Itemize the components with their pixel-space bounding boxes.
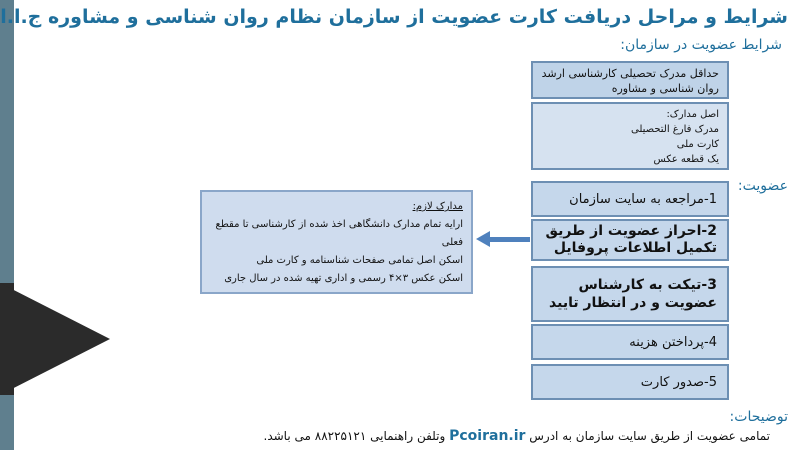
footer-note [264,428,771,444]
step-label: 2-احراز عضویت از طریق تکمیل اطلاعات پروفایل [545,223,717,256]
requirement-box [531,61,729,99]
page-title: شرایط و مراحل دریافت کارت عضویت از سازمان نظام روان شناسی و مشاوره ج.ا.ا [0,6,788,28]
step-label: 5-صدور کارت [640,374,717,390]
notes-heading: توضیحات: [729,409,788,425]
step-label: 4-پرداختن هزینه [629,334,717,350]
requirement-line: روان شناسی و مشاوره [611,82,719,95]
required-docs-box [200,190,473,294]
documents-line: مدرک فارغ التحصیلی [631,124,719,135]
step-label: 3-تیکت به کارشناس عضویت و در انتظار تایید [549,277,717,311]
left-decor-arrow [0,283,110,395]
documents-line: کارت ملی [676,139,719,150]
requirement-line: حداقل مدرک تحصیلی کارشناسی ارشد [541,67,719,80]
required-docs-line: اسکن عکس ۳×۴ رسمی و اداری تهیه شده در سال جاری [224,273,463,284]
documents-line: اصل مدارک: [666,109,719,120]
connector-arrow-head-icon [476,231,490,247]
connector-arrow-line [490,237,530,242]
footer-text-middle: وتلفن راهنمایی [370,429,446,443]
step-2 [531,219,729,261]
documents-box [531,102,729,170]
step-4 [531,324,729,360]
step-5 [531,364,729,400]
step-1 [531,181,729,217]
footer-phone: ۸۸۲۲۵۱۲۱ [314,429,367,443]
conditions-heading: شرایط عضویت در سازمان: [620,37,782,53]
step-label: 1-مراجعه به سایت سازمان [569,191,717,207]
required-docs-heading: مدارک لازم: [412,201,463,212]
site-link[interactable]: Pcoiran.ir [449,428,526,444]
required-docs-line: اسکن اصل تمامی صفحات شناسنامه و کارت ملی [256,255,463,266]
membership-heading: عضویت: [737,178,788,194]
required-docs-line: ارایه تمام مدارک دانشگاهی اخذ شده از کارشناسی تا مقطع فعلی [215,219,463,248]
footer-text-before: تمامی عضویت از طریق سایت سازمان به ادرس [529,429,770,443]
documents-line: یک قطعه عکس [653,154,719,165]
step-3 [531,266,729,322]
footer-text-after: می باشد. [263,429,311,443]
